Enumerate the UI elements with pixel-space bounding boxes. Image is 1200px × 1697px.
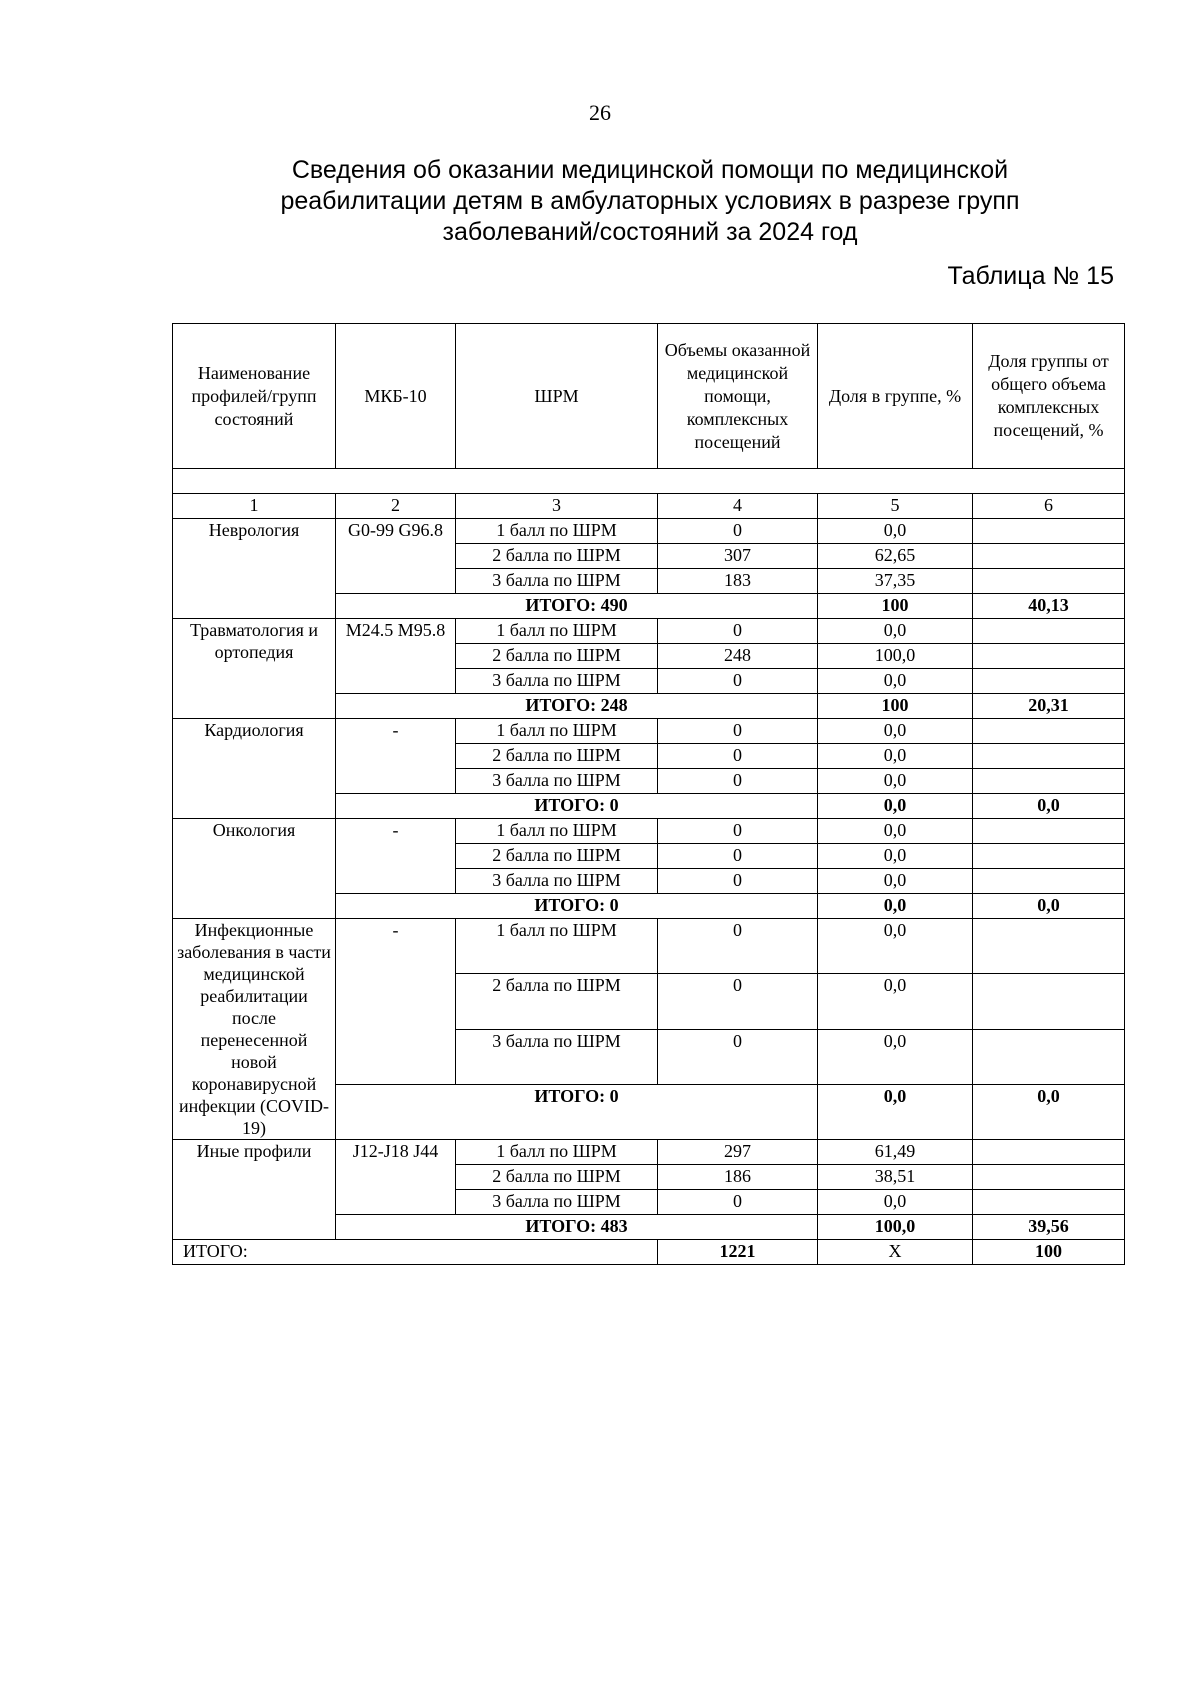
- header-cell: Доля группы от общего объема комплексных посещений, %: [973, 324, 1125, 469]
- group-share-cell: [973, 619, 1125, 644]
- volume-cell: 297: [658, 1140, 818, 1165]
- shrm-cell: 2 балла по ШРМ: [456, 974, 658, 1029]
- subtotal-share: 100: [818, 594, 973, 619]
- subtotal-label: ИТОГО: 483: [336, 1215, 818, 1240]
- shrm-cell: 2 балла по ШРМ: [456, 844, 658, 869]
- volume-cell: 0: [658, 869, 818, 894]
- shrm-cell: 1 балл по ШРМ: [456, 819, 658, 844]
- share-cell: 0,0: [818, 1190, 973, 1215]
- group-share-cell: [973, 719, 1125, 744]
- column-number: 4: [658, 494, 818, 519]
- subtotal-share: 100,0: [818, 1215, 973, 1240]
- shrm-cell: 2 балла по ШРМ: [456, 1165, 658, 1190]
- volume-cell: 0: [658, 519, 818, 544]
- mkb-code-cell: J12-J18 J44: [336, 1140, 456, 1215]
- group-share-cell: [973, 819, 1125, 844]
- volume-cell: 0: [658, 974, 818, 1029]
- share-cell: 0,0: [818, 869, 973, 894]
- header-cell: МКБ-10: [336, 324, 456, 469]
- group-share-cell: [973, 844, 1125, 869]
- shrm-cell: 3 балла по ШРМ: [456, 769, 658, 794]
- group-share-cell: [973, 769, 1125, 794]
- group-share-cell: [973, 644, 1125, 669]
- share-cell: 0,0: [818, 519, 973, 544]
- share-cell: 0,0: [818, 719, 973, 744]
- subtotal-share: 0,0: [818, 894, 973, 919]
- header-cell: ШРМ: [456, 324, 658, 469]
- group-share-cell: [973, 869, 1125, 894]
- volume-cell: 0: [658, 769, 818, 794]
- header-cell: Доля в группе, %: [818, 324, 973, 469]
- volume-cell: 0: [658, 719, 818, 744]
- shrm-cell: 1 балл по ШРМ: [456, 619, 658, 644]
- grand-total-group-share: 100: [973, 1240, 1125, 1265]
- group-name-cell: Онкология: [173, 819, 336, 919]
- subtotal-group-share: 0,0: [973, 894, 1125, 919]
- share-cell: 0,0: [818, 844, 973, 869]
- share-cell: 0,0: [818, 769, 973, 794]
- table-row: [173, 619, 1125, 644]
- share-cell: 0,0: [818, 974, 973, 1029]
- share-cell: 61,49: [818, 1140, 973, 1165]
- grand-total-label: ИТОГО:: [173, 1240, 658, 1265]
- share-cell: 0,0: [818, 919, 973, 974]
- shrm-cell: 3 балла по ШРМ: [456, 1190, 658, 1215]
- group-share-cell: [973, 1140, 1125, 1165]
- column-number: 5: [818, 494, 973, 519]
- column-number: 2: [336, 494, 456, 519]
- subtotal-label: ИТОГО: 0: [336, 794, 818, 819]
- share-cell: 0,0: [818, 619, 973, 644]
- group-share-cell: [973, 974, 1125, 1029]
- subtotal-group-share: 20,31: [973, 694, 1125, 719]
- shrm-cell: 2 балла по ШРМ: [456, 644, 658, 669]
- subtotal-label: ИТОГО: 490: [336, 594, 818, 619]
- column-number: 3: [456, 494, 658, 519]
- group-name-cell: Неврология: [173, 519, 336, 619]
- shrm-cell: 1 балл по ШРМ: [456, 519, 658, 544]
- subtotal-label: ИТОГО: 0: [336, 894, 818, 919]
- column-numbers-row: [173, 494, 1125, 519]
- share-cell: 38,51: [818, 1165, 973, 1190]
- shrm-cell: 3 балла по ШРМ: [456, 1029, 658, 1084]
- mkb-code-cell: G0-99 G96.8: [336, 519, 456, 594]
- share-cell: 0,0: [818, 819, 973, 844]
- group-share-cell: [973, 1190, 1125, 1215]
- volume-cell: 0: [658, 819, 818, 844]
- volume-cell: 307: [658, 544, 818, 569]
- share-cell: 0,0: [818, 744, 973, 769]
- share-cell: 0,0: [818, 1029, 973, 1084]
- mkb-code-cell: -: [336, 819, 456, 894]
- subtotal-group-share: 39,56: [973, 1215, 1125, 1240]
- page-number: 26: [589, 100, 611, 125]
- volume-cell: 0: [658, 669, 818, 694]
- group-share-cell: [973, 744, 1125, 769]
- volume-cell: 0: [658, 844, 818, 869]
- shrm-cell: 3 балла по ШРМ: [456, 669, 658, 694]
- header-cell: Наименование профилей/групп состояний: [173, 324, 336, 469]
- shrm-cell: 1 балл по ШРМ: [456, 919, 658, 974]
- group-share-cell: [973, 544, 1125, 569]
- group-name-cell: Инфекционные заболевания в части медицинской реабилитации после перенесенной новой коронавирусной инфекции (COVID-19): [173, 919, 336, 1140]
- share-cell: 100,0: [818, 644, 973, 669]
- title-line: заболеваний/состояний за 2024 год: [442, 218, 858, 246]
- mkb-code-cell: -: [336, 919, 456, 1085]
- grand-total-share: Х: [818, 1240, 973, 1265]
- shrm-cell: 1 балл по ШРМ: [456, 719, 658, 744]
- header-cell: Объемы оказанной медицинской помощи, комплексных посещений: [658, 324, 818, 469]
- shrm-cell: 3 балла по ШРМ: [456, 569, 658, 594]
- volume-cell: 186: [658, 1165, 818, 1190]
- volume-cell: 0: [658, 919, 818, 974]
- share-cell: 62,65: [818, 544, 973, 569]
- group-share-cell: [973, 519, 1125, 544]
- volume-cell: 0: [658, 744, 818, 769]
- group-share-cell: [973, 569, 1125, 594]
- table-caption: Таблица № 15: [947, 262, 1114, 290]
- shrm-cell: 3 балла по ШРМ: [456, 869, 658, 894]
- table-header-row: [173, 324, 1125, 469]
- report-table-container: [172, 323, 1124, 1265]
- group-name-cell: Травматология и ортопедия: [173, 619, 336, 719]
- subtotal-group-share: 40,13: [973, 594, 1125, 619]
- header-spacer: [173, 469, 1125, 494]
- subtotal-group-share: 0,0: [973, 1084, 1125, 1139]
- subtotal-label: ИТОГО: 248: [336, 694, 818, 719]
- volume-cell: 248: [658, 644, 818, 669]
- document-title: [200, 155, 1100, 248]
- shrm-cell: 2 балла по ШРМ: [456, 744, 658, 769]
- mkb-code-cell: M24.5 M95.8: [336, 619, 456, 694]
- table-row: [173, 519, 1125, 544]
- report-table: [172, 323, 1125, 1265]
- subtotal-group-share: 0,0: [973, 794, 1125, 819]
- share-cell: 37,35: [818, 569, 973, 594]
- subtotal-label: ИТОГО: 0: [336, 1084, 818, 1139]
- group-share-cell: [973, 919, 1125, 974]
- mkb-code-cell: -: [336, 719, 456, 794]
- grand-total-volume: 1221: [658, 1240, 818, 1265]
- shrm-cell: 1 балл по ШРМ: [456, 1140, 658, 1165]
- title-line: реабилитации детям в амбулаторных условиях в разрезе групп: [280, 187, 1020, 215]
- table-row: [173, 1140, 1125, 1165]
- table-row: [173, 719, 1125, 744]
- table-row: [173, 819, 1125, 844]
- group-name-cell: Иные профили: [173, 1140, 336, 1240]
- share-cell: 0,0: [818, 669, 973, 694]
- table-row: [173, 919, 1125, 974]
- grand-total-row: [173, 1240, 1125, 1265]
- subtotal-share: 0,0: [818, 794, 973, 819]
- volume-cell: 0: [658, 1190, 818, 1215]
- volume-cell: 183: [658, 569, 818, 594]
- shrm-cell: 2 балла по ШРМ: [456, 544, 658, 569]
- group-share-cell: [973, 1165, 1125, 1190]
- group-name-cell: Кардиология: [173, 719, 336, 819]
- volume-cell: 0: [658, 619, 818, 644]
- subtotal-share: 100: [818, 694, 973, 719]
- group-share-cell: [973, 1029, 1125, 1084]
- column-number: 1: [173, 494, 336, 519]
- subtotal-share: 0,0: [818, 1084, 973, 1139]
- title-line: Сведения об оказании медицинской помощи по медицинской: [291, 156, 1009, 184]
- volume-cell: 0: [658, 1029, 818, 1084]
- group-share-cell: [973, 669, 1125, 694]
- column-number: 6: [973, 494, 1125, 519]
